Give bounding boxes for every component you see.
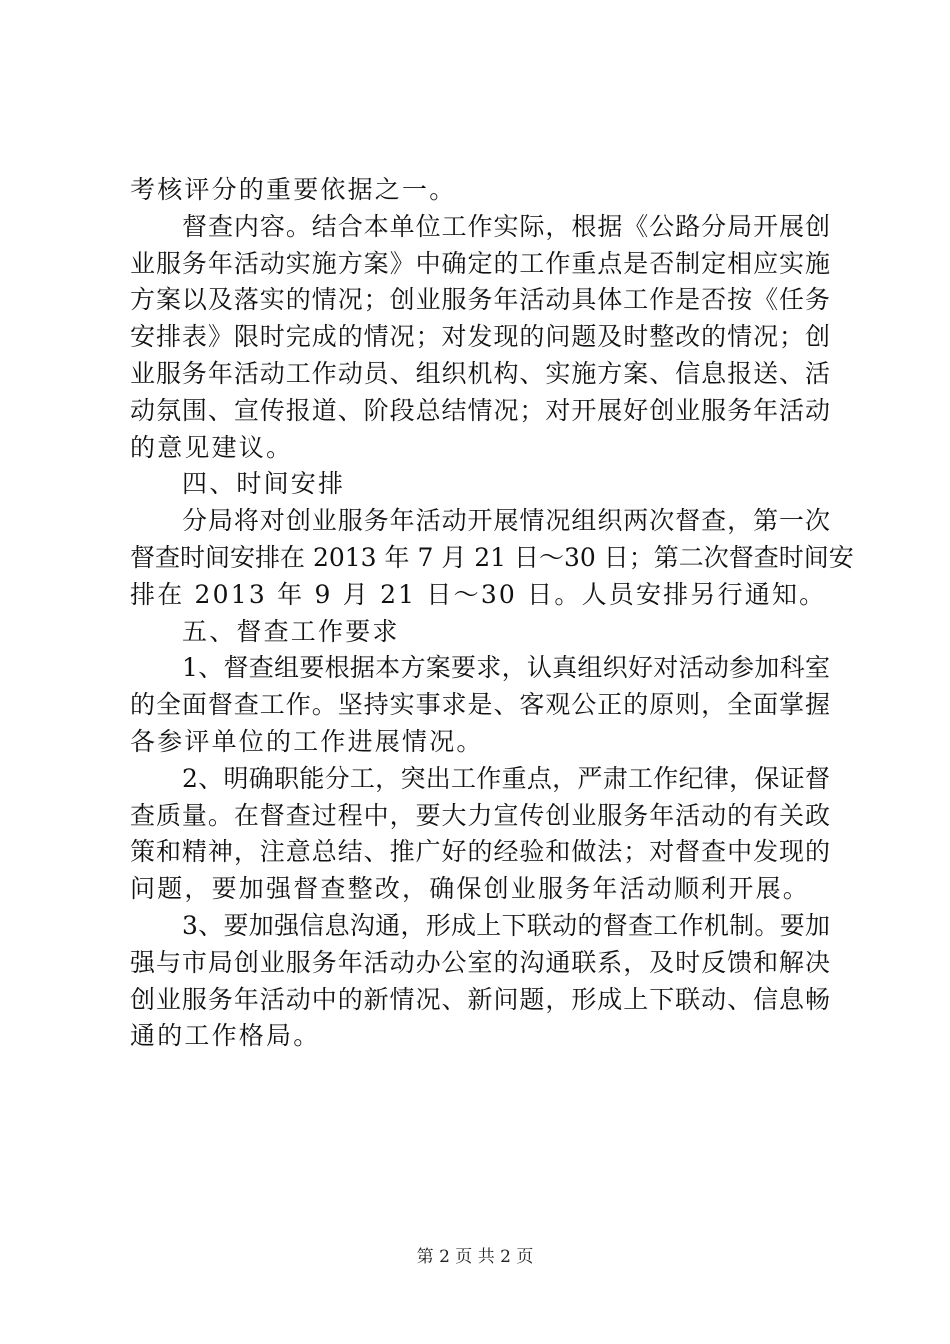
paragraph-line: 业服务年活动工作动员、组织机构、实施方案、信息报送、活 bbox=[130, 358, 830, 388]
paragraph-line: 2、明确职能分工，突出工作重点，严肃工作纪律，保证督 bbox=[182, 763, 830, 793]
paragraph-line: 各参评单位的工作进展情况。 bbox=[130, 726, 484, 756]
paragraph-line: 的全面督查工作。坚持实事求是、客观公正的原则，全面掌握 bbox=[130, 690, 830, 720]
document-body bbox=[130, 172, 854, 1055]
section-heading: 五、督查工作要求 bbox=[182, 616, 400, 646]
paragraph-line: 安排表》限时完成的情况；对发现的问题及时整改的情况；创 bbox=[130, 322, 830, 352]
paragraph-line: 创业服务年活动中的新情况、新问题，形成上下联动、信息畅 bbox=[130, 984, 830, 1014]
paragraph-line: 业服务年活动实施方案》中确定的工作重点是否制定相应实施 bbox=[130, 248, 830, 278]
paragraph-line: 查质量。在督查过程中，要大力宣传创业服务年活动的有关政 bbox=[130, 800, 830, 830]
paragraph-line: 动氛围、宣传报道、阶段总结情况；对开展好创业服务年活动 bbox=[130, 395, 830, 425]
paragraph-line: 问题，要加强督查整改，确保创业服务年活动顺利开展。 bbox=[130, 874, 811, 904]
paragraph-line: 策和精神，注意总结、推广好的经验和做法；对督查中发现的 bbox=[130, 837, 830, 867]
paragraph-line: 督查时间安排在 2013 年 7 月 21 日～30 日；第二次督查时间安 bbox=[130, 542, 854, 572]
section-heading: 四、时间安排 bbox=[182, 469, 346, 499]
paragraph-line: 1、督查组要根据本方案要求，认真组织好对活动参加科室 bbox=[182, 653, 830, 683]
paragraph-line: 分局将对创业服务年活动开展情况组织两次督查，第一次 bbox=[182, 506, 830, 536]
paragraph-line: 考核评分的重要依据之一。 bbox=[130, 175, 457, 204]
paragraph-line: 排在 2013 年 9 月 21 日～30 日。人员安排另行通知。 bbox=[130, 579, 827, 609]
paragraph-line: 方案以及落实的情况；创业服务年活动具体工作是否按《任务 bbox=[130, 285, 830, 315]
paragraph-line: 的意见建议。 bbox=[130, 432, 294, 462]
paragraph-line: 3、要加强信息沟通，形成上下联动的督查工作机制。要加 bbox=[182, 910, 830, 940]
paragraph-line: 通的工作格局。 bbox=[130, 1021, 321, 1051]
paragraph-line: 督查内容。结合本单位工作实际，根据《公路分局开展创 bbox=[182, 211, 830, 241]
paragraph-line: 强与市局创业服务年活动办公室的沟通联系，及时反馈和解决 bbox=[130, 947, 830, 977]
page-footer: 第 2 页 共 2 页 bbox=[416, 1247, 534, 1267]
